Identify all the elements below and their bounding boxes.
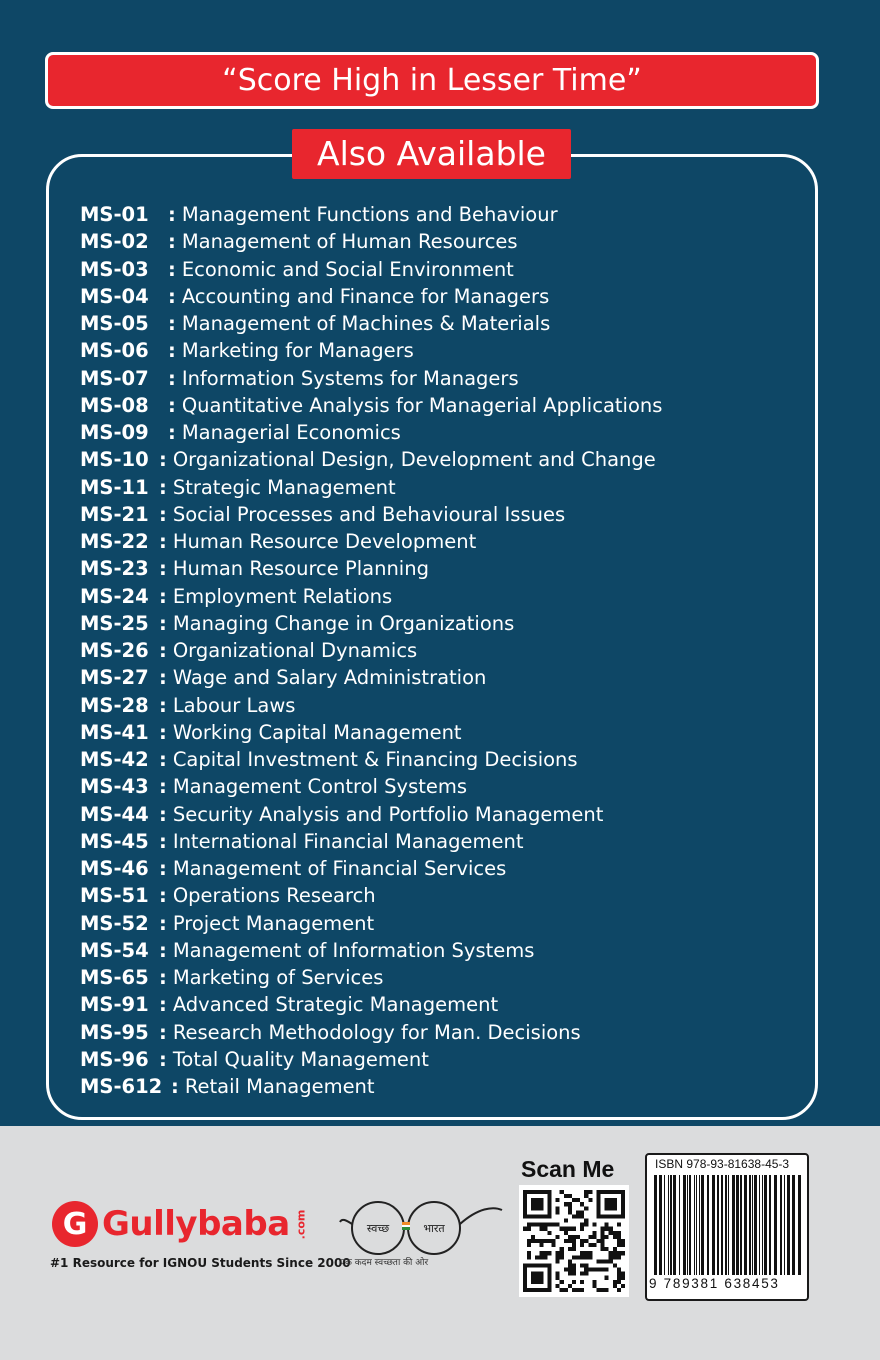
course-code: MS-23 — [80, 557, 149, 581]
course-separator: : — [159, 1047, 167, 1071]
course-title: Capital Investment & Financing Decisions — [172, 748, 578, 771]
course-separator: : — [171, 1075, 179, 1098]
course-item — [80, 719, 662, 746]
course-separator: : — [159, 884, 167, 908]
course-separator: : — [159, 584, 167, 608]
course-code: MS-46 — [80, 857, 149, 880]
course-separator: : — [159, 857, 167, 880]
course-code: MS-96 — [80, 1047, 149, 1071]
course-code: MS-51 — [80, 884, 149, 908]
barcode-icon — [650, 1175, 804, 1275]
course-title: Social Processes and Behavioural Issues — [172, 502, 566, 526]
course-separator: : — [159, 829, 167, 853]
course-title: Organizational Dynamics — [172, 639, 418, 662]
course-separator: : — [168, 393, 176, 417]
course-title: Retail Management — [184, 1075, 375, 1098]
course-code: MS-41 — [80, 720, 149, 744]
course-code: MS-05 — [80, 312, 149, 335]
course-code: MS-612 — [80, 1075, 163, 1098]
course-item — [80, 365, 662, 392]
course-item — [80, 228, 662, 255]
gullybaba-wordmark: Gullybaba — [102, 1204, 290, 1244]
course-code: MS-24 — [80, 584, 149, 608]
course-code: MS-52 — [80, 911, 149, 935]
course-code: MS-45 — [80, 829, 149, 853]
course-item — [80, 474, 662, 501]
course-item — [80, 828, 662, 855]
course-code: MS-21 — [80, 502, 149, 526]
course-item — [80, 446, 662, 473]
course-separator: : — [168, 284, 176, 308]
course-code: MS-28 — [80, 693, 149, 717]
course-title: Advanced Strategic Management — [172, 993, 499, 1017]
course-list — [80, 201, 662, 1100]
course-separator: : — [159, 502, 167, 526]
course-title: Research Methodology for Man. Decisions — [172, 1020, 581, 1044]
course-separator: : — [159, 802, 167, 826]
course-title: Organizational Design, Development and Change — [172, 448, 656, 472]
course-title: Management of Information Systems — [172, 938, 535, 962]
course-separator: : — [159, 1020, 167, 1044]
course-code: MS-95 — [80, 1020, 149, 1044]
course-code: MS-08 — [80, 393, 149, 417]
course-separator: : — [159, 611, 167, 635]
course-code: MS-27 — [80, 666, 149, 690]
course-item — [80, 746, 662, 773]
course-separator: : — [159, 693, 167, 717]
course-title: Security Analysis and Portfolio Management — [172, 802, 604, 826]
course-title: Managerial Economics — [181, 421, 401, 444]
course-item — [80, 610, 662, 637]
course-title: Employment Relations — [172, 584, 393, 608]
course-item — [80, 773, 662, 800]
course-separator: : — [159, 530, 167, 553]
course-item — [80, 201, 662, 228]
course-item — [80, 855, 662, 882]
course-title: Strategic Management — [172, 475, 396, 499]
course-code: MS-65 — [80, 966, 149, 989]
course-item — [80, 801, 662, 828]
course-separator: : — [168, 421, 176, 444]
course-title: Quantitative Analysis for Managerial Applications — [181, 393, 663, 417]
course-title: Marketing for Managers — [181, 339, 414, 363]
brand-tagline: #1 Resource for IGNOU Students Since 2000 — [50, 1256, 351, 1270]
course-code: MS-43 — [80, 775, 149, 799]
course-title: Economic and Social Environment — [181, 257, 514, 281]
course-item — [80, 964, 662, 991]
course-title: Management Functions and Behaviour — [181, 203, 558, 226]
course-separator: : — [159, 938, 167, 962]
course-separator: : — [159, 966, 167, 989]
course-code: MS-25 — [80, 611, 149, 635]
course-code: MS-06 — [80, 339, 149, 363]
swachh-caption: एक कदम स्वच्छता की ओर — [340, 1258, 429, 1268]
course-title: Marketing of Services — [172, 966, 384, 989]
course-separator: : — [159, 911, 167, 935]
course-code: MS-91 — [80, 993, 149, 1017]
also-available-heading: Also Available — [292, 129, 571, 179]
course-code: MS-11 — [80, 475, 149, 499]
course-title: Management of Financial Services — [172, 857, 507, 880]
course-item — [80, 310, 662, 337]
course-title: Operations Research — [172, 884, 376, 908]
course-title: Project Management — [172, 911, 375, 935]
course-separator: : — [159, 775, 167, 799]
course-item — [80, 419, 662, 446]
course-separator: : — [168, 203, 176, 226]
qr-code-icon — [523, 1189, 625, 1293]
course-title: Labour Laws — [172, 693, 296, 717]
course-item — [80, 1046, 662, 1073]
isbn-digits: 9 789381 638453 — [649, 1276, 780, 1291]
course-code: MS-22 — [80, 530, 149, 553]
course-code: MS-09 — [80, 421, 149, 444]
course-separator: : — [159, 993, 167, 1017]
course-code: MS-42 — [80, 748, 149, 771]
course-title: Wage and Salary Administration — [172, 666, 487, 690]
course-separator: : — [159, 748, 167, 771]
course-code: MS-26 — [80, 639, 149, 662]
bharat-word: भारत — [423, 1222, 445, 1235]
course-title: Management of Human Resources — [181, 230, 518, 254]
course-item — [80, 555, 662, 582]
course-title: Management Control Systems — [172, 775, 468, 799]
course-item — [80, 583, 662, 610]
course-separator: : — [159, 475, 167, 499]
course-separator: : — [159, 448, 167, 472]
course-item — [80, 392, 662, 419]
course-code: MS-01 — [80, 203, 149, 226]
course-item — [80, 337, 662, 364]
course-title: Accounting and Finance for Managers — [181, 284, 550, 308]
course-item — [80, 501, 662, 528]
course-item — [80, 664, 662, 691]
course-code: MS-04 — [80, 284, 149, 308]
course-title: International Financial Management — [172, 829, 524, 853]
course-title: Management of Machines & Materials — [181, 312, 551, 335]
course-item — [80, 528, 662, 555]
course-title: Human Resource Planning — [172, 557, 429, 581]
course-code: MS-07 — [80, 366, 149, 390]
gullybaba-logo-mark: G — [52, 1201, 98, 1247]
gullybaba-tld: .com — [294, 1209, 308, 1239]
course-title: Human Resource Development — [172, 530, 477, 553]
course-item — [80, 1073, 662, 1100]
course-item — [80, 882, 662, 909]
course-item — [80, 692, 662, 719]
course-item — [80, 1019, 662, 1046]
course-item — [80, 283, 662, 310]
course-item — [80, 637, 662, 664]
course-code: MS-10 — [80, 448, 149, 472]
swachh-word: स्वच्छ — [366, 1222, 390, 1235]
course-code: MS-02 — [80, 230, 149, 254]
course-item — [80, 256, 662, 283]
qr-code[interactable] — [519, 1185, 629, 1297]
course-title: Working Capital Management — [172, 720, 462, 744]
scan-me-label: Scan Me — [521, 1156, 615, 1182]
course-code: MS-03 — [80, 257, 149, 281]
course-item — [80, 937, 662, 964]
course-separator: : — [159, 720, 167, 744]
course-separator: : — [168, 312, 176, 335]
course-code: MS-54 — [80, 938, 149, 962]
course-separator: : — [168, 230, 176, 254]
course-separator: : — [159, 639, 167, 662]
course-separator: : — [168, 339, 176, 363]
isbn-label: ISBN 978-93-81638-45-3 — [655, 1157, 790, 1171]
course-code: MS-44 — [80, 802, 149, 826]
course-separator: : — [168, 366, 176, 390]
course-separator: : — [159, 557, 167, 581]
course-item — [80, 991, 662, 1018]
gullybaba-logo — [52, 1201, 315, 1247]
course-title: Information Systems for Managers — [181, 366, 519, 390]
slogan-banner: “Score High in Lesser Time” — [45, 52, 819, 109]
course-title: Total Quality Management — [172, 1047, 429, 1071]
course-separator: : — [159, 666, 167, 690]
course-separator: : — [168, 257, 176, 281]
course-title: Managing Change in Organizations — [172, 611, 515, 635]
course-item — [80, 910, 662, 937]
